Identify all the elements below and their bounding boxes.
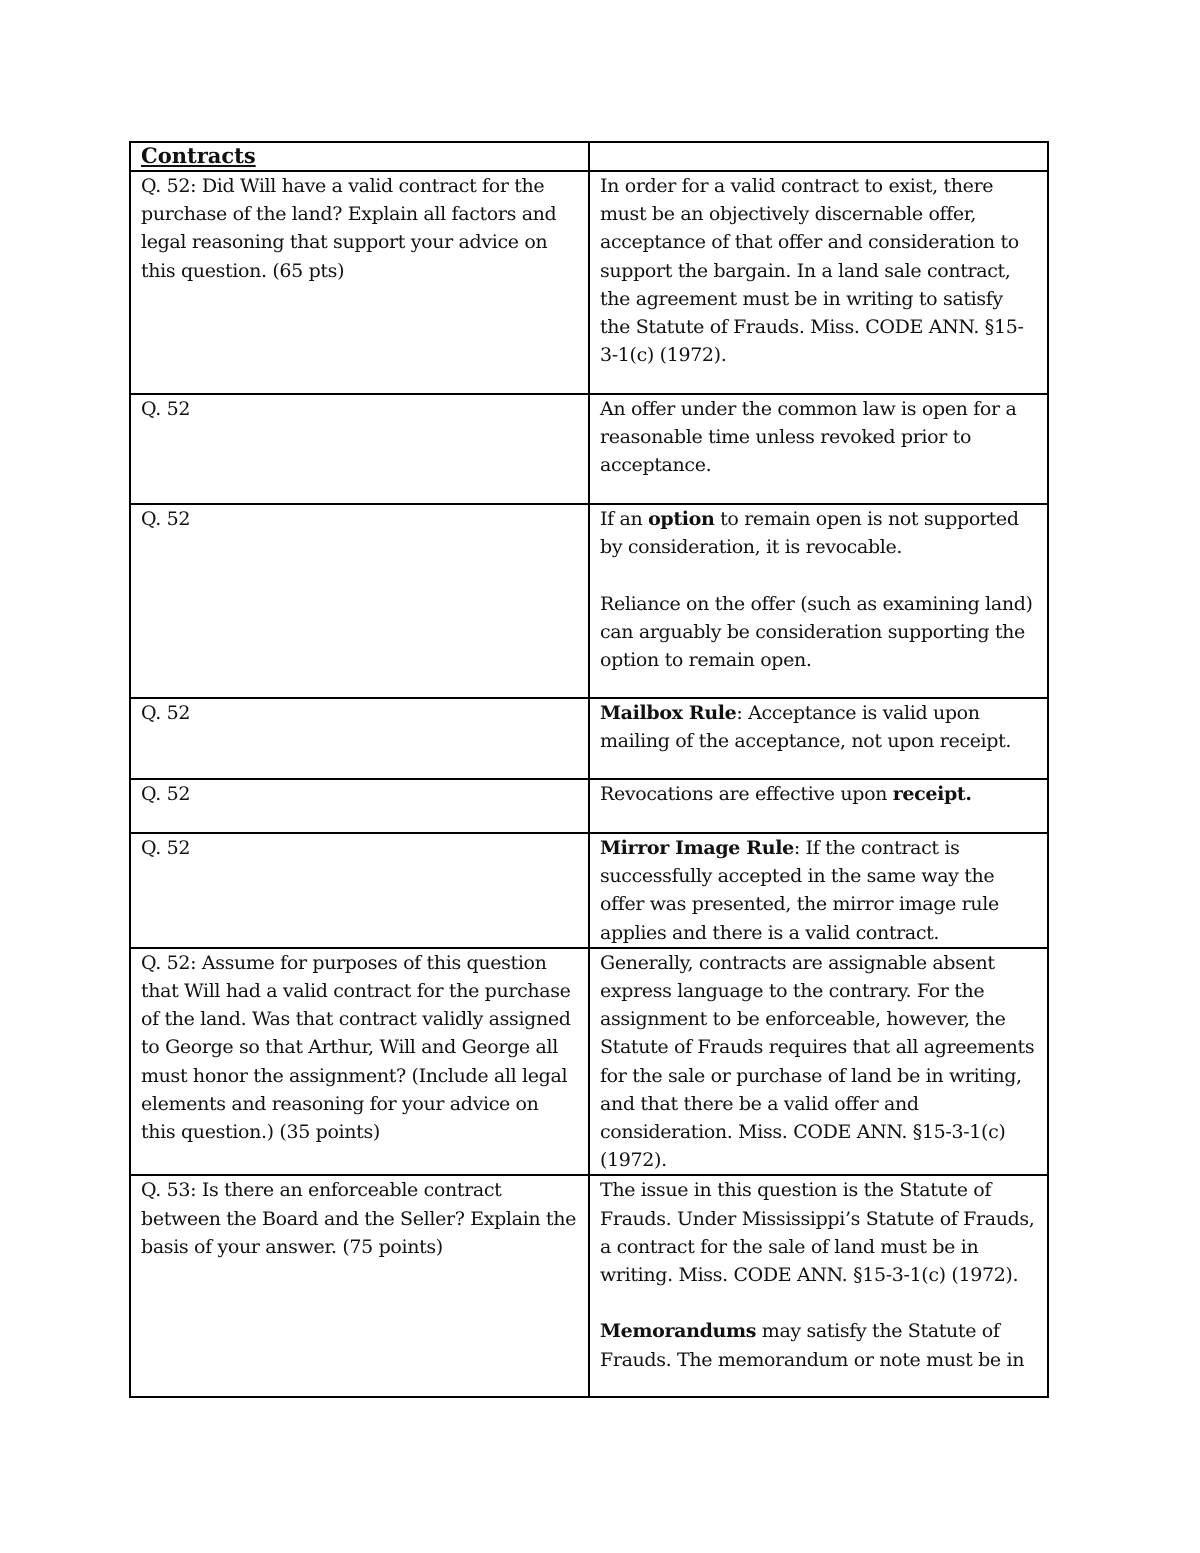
answer-cell (589, 394, 1048, 504)
answer-text-post: to remain open is not supported by consideration, it is revocable. (600, 508, 1019, 559)
question-text: Q. 52: Did Will have a valid contract for the purchase of the land? Explain all factors and legal reasoning that support your advice on this question. (65 pts) (141, 175, 557, 282)
answer-text-post: : Acceptance is valid upon mailing of the acceptance, not upon receipt. (600, 702, 1012, 753)
answer-text-post: : If the contract is successfully accepted in the same way the offer was presented, the mirror image rule applies and there is a valid contract. (600, 837, 999, 944)
answer-bold-term: Mirror Image Rule (600, 837, 794, 859)
table-row (130, 779, 1048, 833)
table-row (130, 171, 1048, 394)
question-text: Q. 52: Assume for purposes of this question that Will had a valid contract for the purchase of the land. Was that contract validly assigned to George so that Arthur, Will and George all must honor the assignment? (Include all legal elements and reasoning for your advice on this question.) (35 points) (141, 951, 571, 1144)
question-cell (130, 833, 589, 948)
table-row (130, 394, 1048, 504)
answer-bold-term: option (648, 508, 715, 530)
answer-text-pre: Revocations are effective upon (600, 783, 893, 805)
question-cell (130, 171, 589, 394)
table-row (130, 948, 1048, 1176)
question-cell (130, 394, 589, 504)
question-text: Q. 53: Is there an enforceable contract between the Board and the Seller? Explain the basis of your answer. (75 points) (141, 1179, 576, 1258)
answer-cell (589, 504, 1048, 698)
question-cell (130, 779, 589, 833)
answer-text: An offer under the common law is open for a reasonable time unless revoked prior to acceptance. (600, 398, 1017, 477)
question-text: Q. 52 (141, 702, 191, 724)
question-cell (130, 948, 589, 1176)
answer-text-post: may satisfy the Statute of Frauds. The memorandum or note must be in (600, 1320, 1025, 1371)
table-row (130, 1175, 1048, 1397)
question-cell (130, 1175, 589, 1397)
answer-text-paragraph-2 (600, 1317, 1037, 1373)
table-row (130, 833, 1048, 948)
answer-bold-term: Memorandums (600, 1320, 757, 1343)
question-text: Q. 52 (141, 783, 191, 805)
table-header-row (130, 142, 1048, 171)
answer-bold-term: Mailbox Rule (600, 702, 737, 724)
table-header-cell (130, 142, 589, 171)
answer-text-pre: If an (600, 508, 649, 530)
question-cell (130, 504, 589, 698)
table-row (130, 698, 1048, 779)
answer-bold-term: receipt. (892, 783, 972, 805)
table-header-empty-cell (589, 142, 1048, 171)
table-row (130, 504, 1048, 698)
answer-text (600, 834, 1037, 947)
answer-text: Generally, contracts are assignable absent express language to the contrary. For the assignment to be enforceable, however, the Statute of Frauds requires that all agreements for the sale or purchase of land be in writing, and that there be a valid offer and consideration. Miss. CODE ANN. §15-3-1(c) (1972). (600, 951, 1035, 1172)
answer-cell (589, 948, 1048, 1176)
answer-text (600, 699, 1037, 755)
contracts-table (129, 141, 1049, 1398)
answer-cell (589, 779, 1048, 833)
answer-text: In order for a valid contract to exist, there must be an objectively discernable offer, acceptance of that offer and consideration to support the bargain. In a land sale contract, the agreement must be in writing to satisfy the Statute of Frauds. Miss. CODE ANN. §15-3-1(c) (1972). (600, 175, 1024, 367)
answer-cell (589, 171, 1048, 394)
answer-cell (589, 1175, 1048, 1397)
answer-cell (589, 698, 1048, 779)
answer-cell (589, 833, 1048, 948)
answer-text-paragraph-2: Reliance on the offer (such as examining land) can arguably be consideration supporting the option to remain open. (600, 592, 1033, 671)
question-cell (130, 698, 589, 779)
answer-text: The issue in this question is the Statute of Frauds. Under Mississippi’s Statute of Frauds, a contract for the sale of land must be in writing. Miss. CODE ANN. §15-3-1(c) (1972). (600, 1179, 1035, 1287)
question-text: Q. 52 (141, 508, 191, 530)
answer-text (600, 780, 1037, 808)
question-text: Q. 52 (141, 837, 191, 859)
table-title: Contracts (141, 143, 256, 168)
answer-text (600, 505, 1037, 561)
question-text: Q. 52 (141, 398, 191, 420)
